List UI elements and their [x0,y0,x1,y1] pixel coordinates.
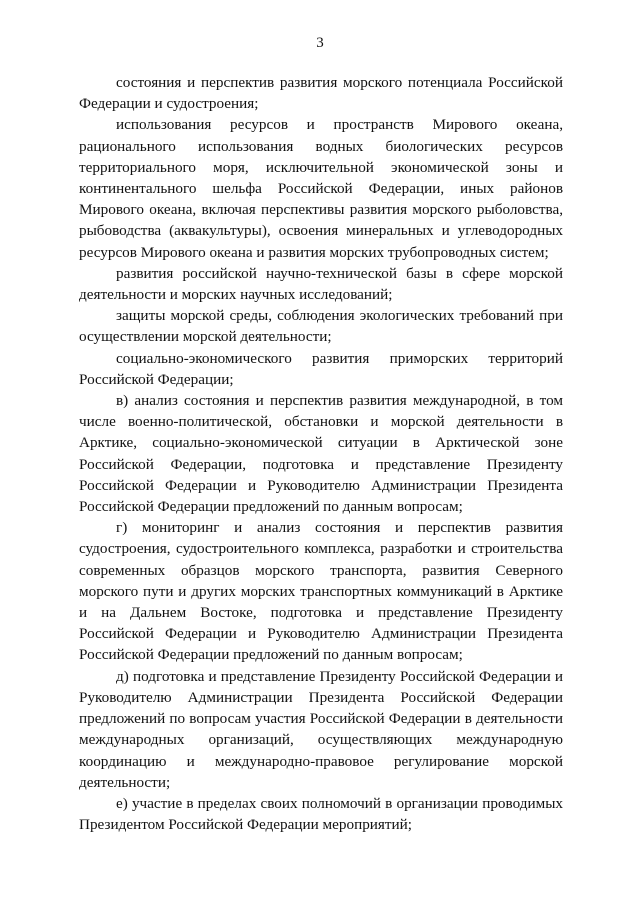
paragraph-environment-protection: защиты морской среды, соблюдения экологических требований при осуществлении морской деятельности; [79,307,563,346]
paragraph-item-g-shipbuilding: г) мониторинг и анализ состояния и перспектив развития судостроения, судостроительного комплекса, разработки и строительства современных образцов морского транспорта, развития Северного морского пути и других морских транспортных коммуникаций в Арктике и на Дальнем Востоке, подготовка и представление Президенту Российской Федерации и Руководителю Администрации Президента Российской Федерации предложений по данным вопросам; [79,519,563,664]
paragraph-item-v-arctic: в) анализ состояния и перспектив развития международной, в том числе военно-политической, обстановки и морской деятельности в Арктике, социально-экономической ситуации в Арктической зоне Российской Федерации, подготовка и представление Президенту Российской Федерации и Руководителю Администрации Президента Российской Федерации предложений по данным вопросам; [79,392,563,516]
paragraph-maritime-potential: состояния и перспектив развития морского потенциала Российской Федерации и судостроения; [79,74,563,113]
paragraph-ocean-resources: использования ресурсов и пространств Мирового океана, рационального использования водных биологических ресурсов территориального моря, исключительной экономической зоны и континентального шельфа Российской Федерации, иных районов Мирового океана, включая перспективы развития морского рыболовства, рыбоводства (аквакультуры), освоения минеральных и углеводородных ресурсов Мирового океана и развития морских трубопроводных систем; [79,116,563,261]
page-number: 3 [316,35,324,51]
paragraph-item-d-international: д) подготовка и представление Президенту Российской Федерации и Руководителю Администрации Президента Российской Федерации предложений по вопросам участия Российской Федерации в деятельности международных организаций, осуществляющих международную координацию и международно-правовое регулирование морской деятельности; [79,667,563,791]
document-body [79,72,563,835]
paragraph-item-e-events: е) участие в пределах своих полномочий в организации проводимых Президентом Российской Федерации мероприятий; [79,794,563,834]
paragraph-coastal-development: социально-экономического развития приморских территорий Российской Федерации; [79,349,563,388]
paragraph-science-base: развития российской научно-технической базы в сфере морской деятельности и морских научных исследований; [79,264,563,304]
